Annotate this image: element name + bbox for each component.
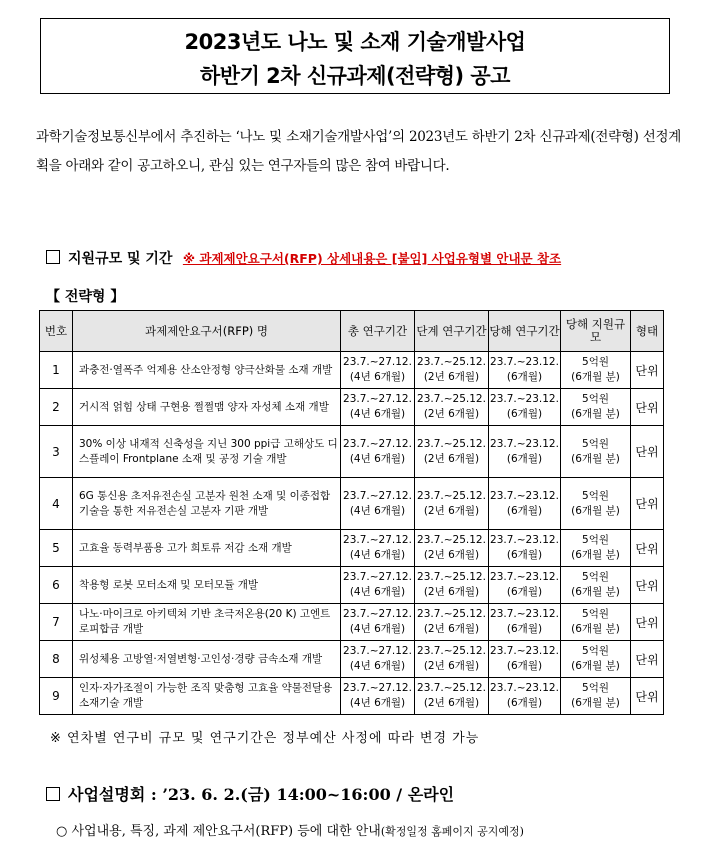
row-type: 단위 (631, 604, 664, 641)
row-year-period: 23.7.~23.12. (6개월) (489, 678, 561, 715)
row-rfp-name: 과충전·열폭주 억제용 산소안정형 양극산화물 소재 개발 (73, 352, 341, 389)
checkbox-square-icon (46, 250, 60, 264)
row-year-period: 23.7.~23.12. (6개월) (489, 567, 561, 604)
footnote: ※ 연차별 연구비 규모 및 연구기간은 정부예산 사정에 따라 변경 가능 (50, 731, 480, 746)
row-stage-period: 23.7.~25.12. (2년 6개월) (415, 426, 489, 478)
header-budget: 당해 지원규모 (561, 311, 631, 352)
row-budget: 5억원 (6개월 분) (561, 530, 631, 567)
table-row (40, 352, 664, 389)
strategy-subheading: 【 전략형 】 (46, 289, 125, 305)
row-year-period: 23.7.~23.12. (6개월) (489, 530, 561, 567)
briefing-bullet (56, 820, 524, 839)
row-total-period: 23.7.~27.12. (4년 6개월) (341, 604, 415, 641)
row-year-period: 23.7.~23.12. (6개월) (489, 641, 561, 678)
row-total-period: 23.7.~27.12. (4년 6개월) (341, 478, 415, 530)
table-row (40, 530, 664, 567)
row-total-period: 23.7.~27.12. (4년 6개월) (341, 426, 415, 478)
row-rfp-name: 고효율 동력부품용 고가 희토류 저감 소재 개발 (73, 530, 341, 567)
table-row (40, 604, 664, 641)
row-type: 단위 (631, 478, 664, 530)
row-rfp-name: 나노·마이크로 아키텍쳐 기반 초극저온용(20 K) 고엔트로피합금 개발 (73, 604, 341, 641)
row-rfp-name: 착용형 로봇 모터소재 및 모터모듈 개발 (73, 567, 341, 604)
row-budget: 5억원 (6개월 분) (561, 604, 631, 641)
row-rfp-name: 6G 통신용 초저유전손실 고분자 원천 소재 및 이종접합기술을 통한 저유전손실 고분자 기판 개발 (73, 478, 341, 530)
row-stage-period: 23.7.~25.12. (2년 6개월) (415, 567, 489, 604)
row-stage-period: 23.7.~25.12. (2년 6개월) (415, 478, 489, 530)
row-year-period: 23.7.~23.12. (6개월) (489, 352, 561, 389)
row-budget: 5억원 (6개월 분) (561, 567, 631, 604)
rfp-note: ※ 과제제안요구서(RFP) 상세내용은 [붙임] 사업유형별 안내문 참조 (182, 251, 562, 266)
row-year-period: 23.7.~23.12. (6개월) (489, 389, 561, 426)
table-row (40, 678, 664, 715)
row-rfp-name: 30% 이상 내재적 신축성을 지닌 300 ppi급 고해상도 디스플레이 Frontplane 소재 및 공정 기술 개발 (73, 426, 341, 478)
bullet-text: 사업내용, 특징, 과제 제안요구서(RFP) 등에 대한 안내 (71, 824, 381, 839)
row-rfp-name: 거시적 얽힘 상태 구현용 쩔쩔맴 양자 자성체 소재 개발 (73, 389, 341, 426)
section-briefing (46, 782, 454, 805)
row-stage-period: 23.7.~25.12. (2년 6개월) (415, 530, 489, 567)
header-rfp: 과제제안요구서(RFP) 명 (73, 311, 341, 352)
row-stage-period: 23.7.~25.12. (2년 6개월) (415, 604, 489, 641)
row-no: 1 (40, 352, 73, 389)
header-no: 번호 (40, 311, 73, 352)
row-rfp-name: 인자·자가조절이 가능한 조직 맞춤형 고효율 약물전달용 소재기술 개발 (73, 678, 341, 715)
row-budget: 5억원 (6개월 분) (561, 352, 631, 389)
row-stage-period: 23.7.~25.12. (2년 6개월) (415, 641, 489, 678)
rfp-table (39, 310, 664, 715)
row-total-period: 23.7.~27.12. (4년 6개월) (341, 352, 415, 389)
briefing-heading: 사업설명회 : ’23. 6. 2.(금) 14:00~16:00 / 온라인 (68, 785, 455, 804)
row-type: 단위 (631, 352, 664, 389)
title-box (40, 18, 670, 94)
title-line-1: 2023년도 나노 및 소재 기술개발사업 (184, 30, 526, 54)
row-total-period: 23.7.~27.12. (4년 6개월) (341, 678, 415, 715)
row-stage-period: 23.7.~25.12. (2년 6개월) (415, 352, 489, 389)
row-type: 단위 (631, 641, 664, 678)
row-no: 5 (40, 530, 73, 567)
header-type: 형태 (631, 311, 664, 352)
table-row (40, 389, 664, 426)
row-year-period: 23.7.~23.12. (6개월) (489, 478, 561, 530)
intro-paragraph: 과학기술정보통신부에서 추진하는 ‘나노 및 소재기술개발사업’의 2023년도 하반기 2차 신규과제(전략형) 선정계획을 아래와 같이 공고하오니, 관심 있는 연구자들의 많은 참여 바랍니다. (36, 129, 681, 174)
row-type: 단위 (631, 389, 664, 426)
row-no: 3 (40, 426, 73, 478)
row-no: 2 (40, 389, 73, 426)
row-year-period: 23.7.~23.12. (6개월) (489, 604, 561, 641)
checkbox-square-icon (46, 787, 60, 801)
row-type: 단위 (631, 426, 664, 478)
row-budget: 5억원 (6개월 분) (561, 426, 631, 478)
row-total-period: 23.7.~27.12. (4년 6개월) (341, 641, 415, 678)
section-support-heading: 지원규모 및 기간 (68, 251, 173, 267)
row-total-period: 23.7.~27.12. (4년 6개월) (341, 530, 415, 567)
bullet-circle-icon: ○ (56, 824, 68, 839)
row-stage-period: 23.7.~25.12. (2년 6개월) (415, 678, 489, 715)
row-no: 4 (40, 478, 73, 530)
row-no: 7 (40, 604, 73, 641)
row-budget: 5억원 (6개월 분) (561, 678, 631, 715)
row-stage-period: 23.7.~25.12. (2년 6개월) (415, 389, 489, 426)
row-no: 6 (40, 567, 73, 604)
row-type: 단위 (631, 678, 664, 715)
table-row (40, 426, 664, 478)
row-total-period: 23.7.~27.12. (4년 6개월) (341, 567, 415, 604)
row-budget: 5억원 (6개월 분) (561, 389, 631, 426)
title-line-2: 하반기 2차 신규과제(전략형) 공고 (200, 64, 510, 88)
row-type: 단위 (631, 567, 664, 604)
row-no: 8 (40, 641, 73, 678)
row-budget: 5억원 (6개월 분) (561, 478, 631, 530)
row-no: 9 (40, 678, 73, 715)
row-total-period: 23.7.~27.12. (4년 6개월) (341, 389, 415, 426)
row-rfp-name: 위성체용 고방열·저열변형·고인성·경량 금속소재 개발 (73, 641, 341, 678)
bullet-small-text: (확정일정 홈페이지 공지예정) (380, 825, 524, 838)
table-row (40, 567, 664, 604)
row-year-period: 23.7.~23.12. (6개월) (489, 426, 561, 478)
header-stage: 단계 연구기간 (415, 311, 489, 352)
header-total: 총 연구기간 (341, 311, 415, 352)
section-support (46, 248, 686, 268)
header-year: 당해 연구기간 (489, 311, 561, 352)
table-row (40, 641, 664, 678)
row-budget: 5억원 (6개월 분) (561, 641, 631, 678)
table-row (40, 478, 664, 530)
row-type: 단위 (631, 530, 664, 567)
